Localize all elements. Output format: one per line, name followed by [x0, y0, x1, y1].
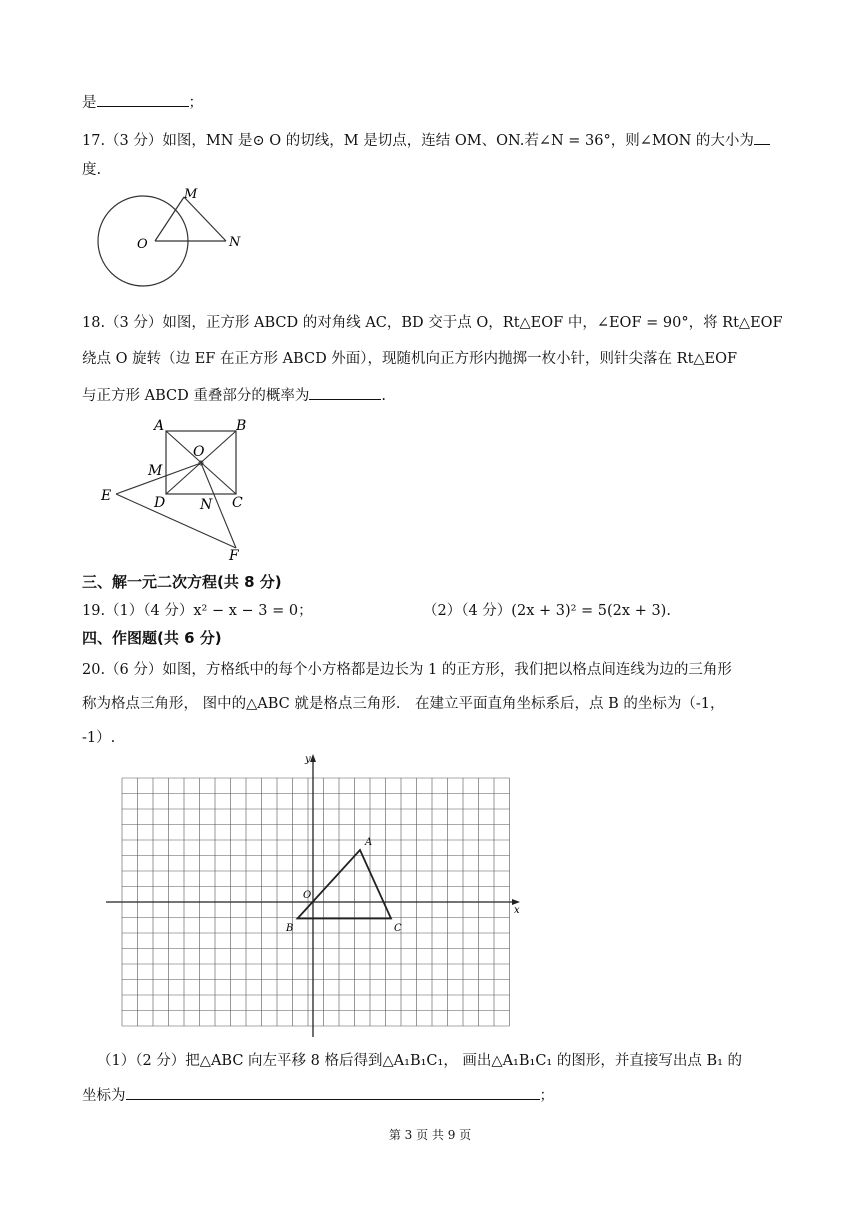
q18-label-f: F: [229, 548, 239, 563]
q20-triangle-abc: [298, 850, 392, 919]
q20-label-x: x: [514, 905, 520, 916]
q16-end: ；: [188, 95, 203, 111]
q18-label-a: A: [154, 418, 165, 434]
q18-line-2: 绕点 O 旋转（边 EF 在正方形 ABCD 外面），现随机向正方形内抛掷一枚小针，则针尖落在 Rt△EOF: [82, 351, 738, 367]
q18-label-o: O: [193, 444, 205, 460]
q17-line-2: 度.: [82, 162, 102, 178]
q17-line-1: [82, 130, 770, 151]
q17-text-1: 17.（3 分）如图，MN 是⊙ O 的切线，M 是切点，连结 OM、ON.若∠N = 36°，则∠MON 的大小为: [82, 133, 754, 149]
q16-answer-line: [82, 92, 203, 113]
q20-label-b: B: [286, 923, 294, 934]
q17-label-n: N: [229, 235, 241, 250]
q20-label-c: C: [394, 923, 402, 934]
q18-label-n: N: [200, 497, 213, 513]
q17-segment-mn: [184, 197, 226, 241]
q20-y-arrow: [310, 754, 316, 762]
q20-line-1: 20.（6 分）如图，方格纸中的每个小方格都是边长为 1 的正方形，我们把以格点间连线为边的三角形: [82, 662, 732, 678]
q20-sub1-line-2: [82, 1085, 554, 1106]
q20-sub1-text-2: 坐标为: [82, 1088, 126, 1104]
q18-figure: [96, 413, 266, 563]
q20-label-y: y: [305, 754, 311, 765]
q18-text-3: 与正方形 ABCD 重叠部分的概率为: [82, 388, 310, 404]
q20-label-o: O: [303, 890, 312, 901]
q17-segment-om: [155, 197, 184, 241]
q18-label-e: E: [101, 488, 112, 504]
page-footer: 第 3 页 共 9 页: [388, 1128, 472, 1142]
q19-part-1: 19.（1）（4 分）x² − x − 3 = 0；: [82, 603, 313, 619]
q16-answer-blank[interactable]: [97, 92, 189, 107]
q18-label-b: B: [236, 418, 247, 434]
q20-line-2: 称为格点三角形， 图中的△ABC 就是格点三角形． 在建立平面直角坐标系后，点 B 的坐标为（-1，: [82, 696, 725, 712]
q17-label-o: O: [137, 237, 148, 252]
q20-sub1-line-1: （1）（2 分）把△ABC 向左平移 8 格后得到△A₁B₁C₁， 画出△A₁B₁C₁ 的图形，并直接写出点 B₁ 的: [97, 1053, 743, 1069]
q18-label-c: C: [232, 495, 243, 511]
q17-label-m: M: [184, 187, 198, 202]
q18-end: .: [381, 388, 386, 404]
q17-answer-blank[interactable]: [754, 130, 770, 145]
section-4-heading: 四、作图题(共 6 分): [82, 629, 222, 647]
section-3-heading: 三、解一元二次方程(共 8 分): [82, 573, 282, 591]
q18-line-3: [82, 385, 386, 406]
q18-line-1: 18.（3 分）如图，正方形 ABCD 的对角线 AC，BD 交于点 O，Rt△EOF 中，∠EOF = 90°，将 Rt△EOF: [82, 315, 783, 331]
q16-text: 是: [82, 95, 97, 111]
q18-label-d: D: [154, 495, 166, 511]
q20-label-a: A: [365, 837, 373, 848]
q18-label-m: M: [148, 463, 163, 479]
q20-b1-answer-blank[interactable]: [126, 1085, 540, 1100]
q19-part-2: （2）（4 分）(2x + 3)² = 5(2x + 3).: [423, 603, 671, 619]
q18-answer-blank[interactable]: [309, 385, 381, 400]
q20-grid-figure: [100, 750, 530, 1042]
q20-sub1-end: ；: [539, 1088, 554, 1104]
q20-line-3: -1）.: [82, 730, 116, 746]
q17-figure: [96, 186, 256, 290]
q18-segment-ef: [116, 494, 236, 548]
